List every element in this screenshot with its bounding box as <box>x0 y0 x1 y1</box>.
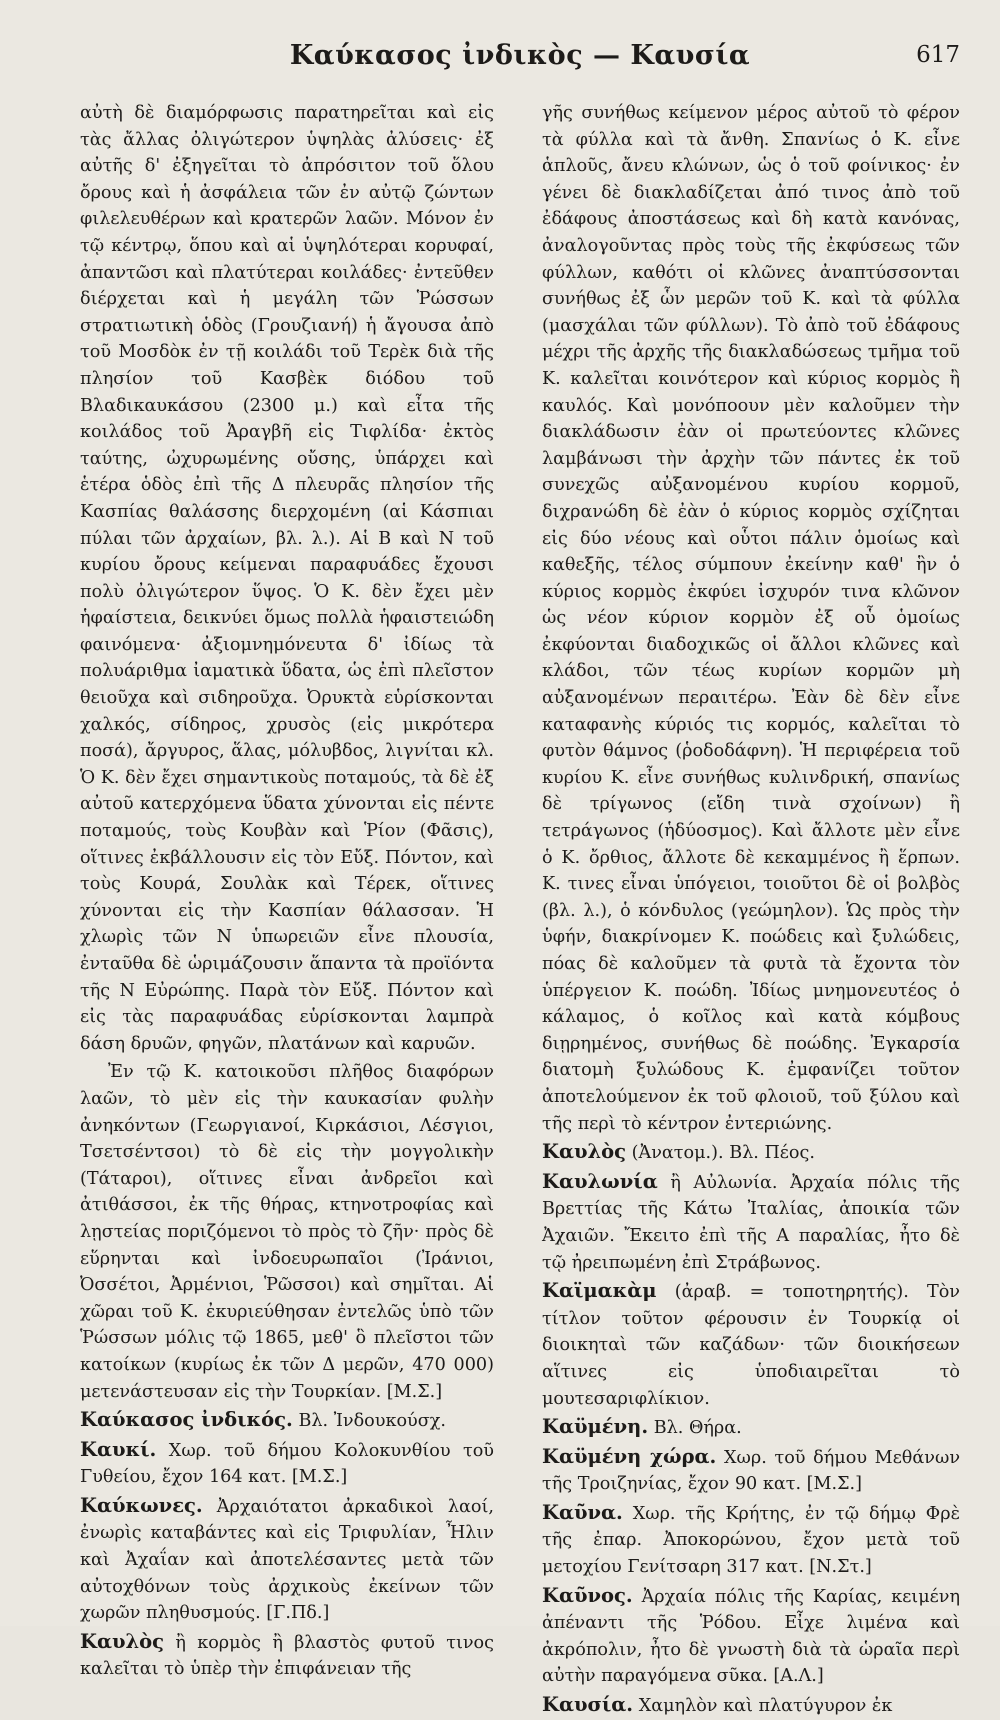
entry-headword: Καϋμένη. <box>542 1415 649 1439</box>
entry-text: αὐτὴ δὲ διαμόρφωσις παρατηρεῖται καὶ εἰς τὰς ἄλλας ὀλιγώτερον ὑψηλὰς ἀλύσεις· ἐξ αὐτῆς δ' ἐξηγεῖται τὸ ἀπρόσιτον τοῦ ὅλου ὄρους καὶ ἡ ἀσφάλεια τῶν ἐν αὐτῷ ζώντων φιλελευθέρων καὶ κρατερῶν λαῶν. Μόνον ἐν τῷ κέντρῳ, ὅπου καὶ αἱ ὑψηλότεραι κορυφαί, ἀπαντῶσι καὶ πλατύτεραι κοιλάδες· ἐντεῦθεν διέρχεται καὶ ἡ μεγάλη τῶν Ῥώσσων στρατιωτικὴ ὁδὸς (Γρουζιανή) ἡ ἄγουσα ἀπὸ τοῦ Μοσδὸκ ἐν τῇ κοιλάδι τοῦ Τερὲκ διὰ τῆς πλησίον τοῦ Κασβὲκ διόδου τοῦ Βλαδικαυκάσου (2300 μ.) καὶ εἶτα τῆς κοιλάδος τοῦ Ἀραγβῆ εἰς Τιφλίδα· ἐκτὸς ταύτης, ὠχυρωμένης οὔσης, ὑπάρχει καὶ ἑτέρα ὁδὸς ἐπὶ τῆς Δ πλευρᾶς πλησίον τῆς Κασπίας θαλάσσης διερχομένη (αἱ Κάσπιαι πύλαι τῶν ἀρχαίων, βλ. λ.). Αἱ Β καὶ Ν τοῦ κυρίου ὄρους κείμεναι παραφυάδες ἔχουσι πολὺ ὀλιγώτερον ὕψος. Ὁ Κ. δὲν ἔχει μὲν ἡφαίστεια, δεικνύει ὅμως πολλὰ ἡφαιστειώδη φαινόμενα· ἀξιομνημόνευτα δ' ἰδίως τὰ πολυάριθμα ἰαματικὰ ὕδατα, ὡς ἐπὶ πλεῖστον θειοῦχα καὶ σιδηροῦχα. Ὀρυκτὰ εὑρίσκονται χαλκός, σίδηρος, χρυσὸς (εἰς μικρότερα ποσά), ἄργυρος, ἅλας, μόλυβδος, λιγνίται κλ. Ὁ Κ. δὲν ἔχει σημαντικοὺς ποταμούς, τὰ δὲ ἐξ αὐτοῦ κατερχόμενα ὕδατα χύνονται εἰς πέντε ποταμούς, τοὺς Κουβὰν καὶ Ῥίον (Φᾶσις), οἵτινες ἐκβάλλουσιν εἰς τὸν Εὔξ. Πόντον, καὶ τοὺς Κουρά, Σουλὰκ καὶ Τέρεκ, οἵτινες χύνονται εἰς τὴν Κασπίαν θάλασσαν. Ἡ χλωρὶς τῶν Ν ὑπωρειῶν εἶνε πλουσία, ἐνταῦθα δὲ ὡριμάζουσιν ἅπαντα τὰ προϊόντα τῆς Ν Εὐρώπης. Παρὰ τὸν Εὔξ. Πόντον καὶ εἰς τὰς παραφυάδας εὑρίσκονται λαμπρὰ δάση δρυῶν, φηγῶν, πλατάνων καὶ καρυῶν. <box>80 103 494 1054</box>
entry-headword: Καϋμένη χώρα. <box>542 1444 717 1468</box>
page-number: 617 <box>916 42 960 68</box>
dictionary-entry <box>80 1629 494 1683</box>
entry-text: Χαμηλὸν καὶ πλατύγυρον ἐκ <box>638 1696 893 1717</box>
paragraph <box>80 1059 494 1405</box>
entry-text: (Ἀνατομ.). Βλ. Πέος. <box>631 1143 815 1164</box>
dictionary-entry <box>80 1493 494 1627</box>
entry-headword: Καυκί. <box>80 1437 157 1461</box>
page-title: Καύκασος ἰνδικὸς — Καυσία <box>289 40 751 71</box>
entry-headword: Καυλωνία <box>542 1169 658 1193</box>
entry-text: (ἀραβ. = τοποτηρητής). Τὸν τίτλον τοῦτον φέρουσιν ἐν Τουρκίᾳ οἱ διοικηταὶ τῶν καζάδων· τῶν διοικήσεων αἵτινες εἰς ὑποδιαιρεῖται τὸ μουτεσαριφλίκιον. <box>542 1282 961 1409</box>
dictionary-entry <box>542 1583 960 1690</box>
entry-headword: Καῦνος. <box>542 1583 633 1607</box>
entry-text: Ἀρχαία πόλις τῆς Καρίας, κειμένη ἀπέναντι τῆς Ῥόδου. Εἶχε λιμένα καὶ ἀκρόπολιν, ἦτο δὲ γνωστὴ διὰ τὰ ὡραῖα περὶ αὐτὴν παραγόμενα σῦκα. [Α.Λ.] <box>542 1586 960 1687</box>
entry-text: Χωρ. τῆς Κρήτης, ἐν τῷ δήμῳ Φρὲ τῆς ἐπαρ. Ἀποκορώνου, ἔχον μετὰ τοῦ μετοχίου Γενίτσαρη 317 κατ. [Ν.Στ.] <box>542 1503 961 1578</box>
entry-headword: Καύκωνες. <box>80 1493 203 1517</box>
entry-text: Χωρ. τοῦ δήμου Μεθάνων τῆς Τροιζηνίας, ἔχον 90 κατ. [Μ.Σ.] <box>542 1447 961 1495</box>
entry-text: Ἐν τῷ Κ. κατοικοῦσι πλῆθος διαφόρων λαῶν, τὸ μὲν εἰς τὴν καυκασίαν φυλὴν ἀνηκόντων (Γεωργιανοί, Κιρκάσιοι, Λέσγιοι, Τσετσέντσοι) τὸ δὲ εἰς τὴν μογγολικὴν (Τάταροι), οἵτινες εἶναι ἀνδρεῖοι καὶ ἀτιθάσσοι, ἐκ τῆς θήρας, κτηνοτροφίας καὶ λῃστείας ποριζόμενοι τὸ πρὸς τὸ ζῆν· πρὸς δὲ εὕρηνται καὶ ἰνδοευρωπαῖοι (Ἰράνιοι, Ὀσσέτοι, Ἀρμένιοι, Ῥῶσσοι) καὶ σημῖται. Αἱ χῶραι τοῦ Κ. ἐκυριεύθησαν ἐντελῶς ὑπὸ τῶν Ῥώσσων μόλις τῷ 1865, μεθ' ὃ πλεῖστοι τῶν κατοίκων (κυρίως ἐκ τῶν Δ μερῶν, 470 000) μετενάστευσαν εἰς τὴν Τουρκίαν. [Μ.Σ.] <box>80 1062 494 1402</box>
running-header <box>80 40 960 80</box>
entry-headword: Καῦνα. <box>542 1500 623 1524</box>
entry-text: γῆς συνήθως κείμενον μέρος αὐτοῦ τὸ φέρον τὰ φύλλα καὶ τὰ ἄνθη. Σπανίως ὁ Κ. εἶνε ἁπλοῦς, ἄνευ κλώνων, ὡς ὁ τοῦ φοίνικος· ἐν γένει δὲ διακλαδίζεται ἀπό τινος ἀπὸ τοῦ ἐδάφους ἀποστάσεως καὶ δὴ κατὰ κανόνας, ἀναλογοῦντας πρὸς τοὺς τῆς ἐκφύσεως τῶν φύλλων, καθότι οἱ κλῶνες ἀναπτύσσονται συνήθως ἐξ ὧν μερῶν τοῦ Κ. καὶ τὰ φύλλα (μασχάλαι τῶν φύλλων). Τὸ ἀπὸ τοῦ ἐδάφους μέχρι τῆς ἀρχῆς τῆς διακλαδώσεως τμῆμα τοῦ Κ. καλεῖται κοινότερον καὶ κύριος κορμὸς ἢ καυλός. Καὶ μονόποουν μὲν καλοῦμεν τὴν διακλάδωσιν ἐὰν οἱ πρωτεύοντες κλῶνες λαμβάνωσι τὴν ἀρχὴν τῶν πάντες ἐκ τοῦ συνεχῶς αὐξανομένου κυρίου κορμοῦ, διχρανώδη δὲ ἐὰν ὁ κύριος κορμὸς σχίζηται εἰς δύο νέους καὶ οὗτοι πάλιν ὁμοίως καὶ καθεξῆς, τέλος σύμπουν ἐκείνην καθ' ἣν ὁ κύριος κορμὸς ἐκφύει ἰσχυρόν τινα κλῶνον ὡς νέον κύριον κορμὸν ἐξ οὗ ὁμοίως ἐκφύονται διαδοχικῶς οἱ ἄλλοι κλῶνες καὶ κλάδοι, τῶν τέως κυρίων κορμῶν μὴ αὐξανομένων περαιτέρω. Ἐὰν δὲ δὲν εἶνε καταφανὴς κύριός τις κορμός, καλεῖται τὸ φυτὸν θάμνος (ῥοδοδάφνη). Ἡ περιφέρεια τοῦ κυρίου Κ. εἶνε συνήθως κυλινδρική, σπανίως δὲ τρίγωνος (εἴδη τινὰ σχοίνων) ἢ τετράγωνος (ἡδύοσμος). Καὶ ἄλλοτε μὲν εἶνε ὁ Κ. ὄρθιος, ἄλλοτε δὲ κεκαμμένος ἢ ἕρπων. Κ. τινες εἶναι ὑπόγειοι, τοιοῦτοι δὲ οἱ βολβὸς (βλ. λ.), ὁ κόνδυλος (γεώμηλον). Ὡς πρὸς τὴν ὑφήν, διακρίνομεν Κ. ποώδεις καὶ ξυλώδεις, πόας δὲ καλοῦμεν τὰ φυτὰ τὰ ἔχοντα τὸν ὑπέργειον Κ. ποώδη. Ἰδίως μνημονευτέος ὁ κάλαμος, ὁ κοῖλος καὶ κατὰ κόμβους διῃρημένος, συνήθως δὲ ποώδης. Ἐγκαρσία διατομὴ ξυλώδους Κ. ἐμφανίζει τοῦτον ἀποτελούμενον ἐκ τοῦ φλοιοῦ, τοῦ ξύλου καὶ τῆς περὶ τὸ κέντρον ἐντεριώνης. <box>542 103 960 1134</box>
dictionary-entry <box>80 1407 494 1435</box>
entry-headword: Καυσία. <box>542 1693 634 1717</box>
entry-headword: Καυλὸς <box>542 1140 627 1164</box>
left-column <box>80 100 494 1683</box>
right-column <box>542 100 960 1720</box>
dictionary-entry <box>80 1437 494 1491</box>
entry-text: Ἀρχαιότατοι ἀρκαδικοὶ λαοί, ἐνωρὶς καταβάντες καὶ εἰς Τριφυλίαν, Ἦλιν καὶ Ἀχαΐαν καὶ ἀποτελέσαντες μετὰ τῶν αὐτοχθόνων τοὺς ἀρχικοὺς ἐκείνων τῶν χωρῶν πληθυσμούς. [Γ.Πδ.] <box>80 1496 494 1624</box>
dictionary-entry <box>542 1692 960 1720</box>
dictionary-entry <box>542 1500 960 1581</box>
entry-headword: Καύκασος ἰνδικός. <box>80 1408 293 1432</box>
dictionary-entry <box>542 1139 960 1167</box>
dictionary-entry <box>542 1414 960 1442</box>
paragraph <box>542 100 960 1137</box>
entry-text: Βλ. Ἰνδουκούσχ. <box>298 1411 446 1432</box>
entry-text: Βλ. Θήρα. <box>653 1418 742 1439</box>
dictionary-entry <box>542 1169 960 1276</box>
dictionary-entry <box>542 1444 960 1498</box>
entry-text: Χωρ. τοῦ δήμου Κολοκυνθίου τοῦ Γυθείου, ἔχον 164 κατ. [Μ.Σ.] <box>80 1440 494 1488</box>
dictionary-entry <box>542 1278 960 1412</box>
entry-text: ἢ κορμὸς ἢ βλαστὸς φυτοῦ τινος καλεῖται τὸ ὑπὲρ τὴν ἐπιφάνειαν τῆς <box>80 1632 494 1680</box>
entry-headword: Καυλὸς <box>80 1629 165 1653</box>
paragraph <box>80 100 494 1057</box>
entry-headword: Καϊμακὰμ <box>542 1279 657 1303</box>
entry-text: ἢ Αὐλωνία. Ἀρχαία πόλις τῆς Βρεττίας τῆς Κάτω Ἰταλίας, ἀποικία τῶν Ἀχαιῶν. Ἔκειτο ἐπὶ τῆς Α παραλίας, ἦτο δὲ τῷ ἠρειπωμένη ἐπὶ Στράβωνος. <box>542 1172 961 1273</box>
